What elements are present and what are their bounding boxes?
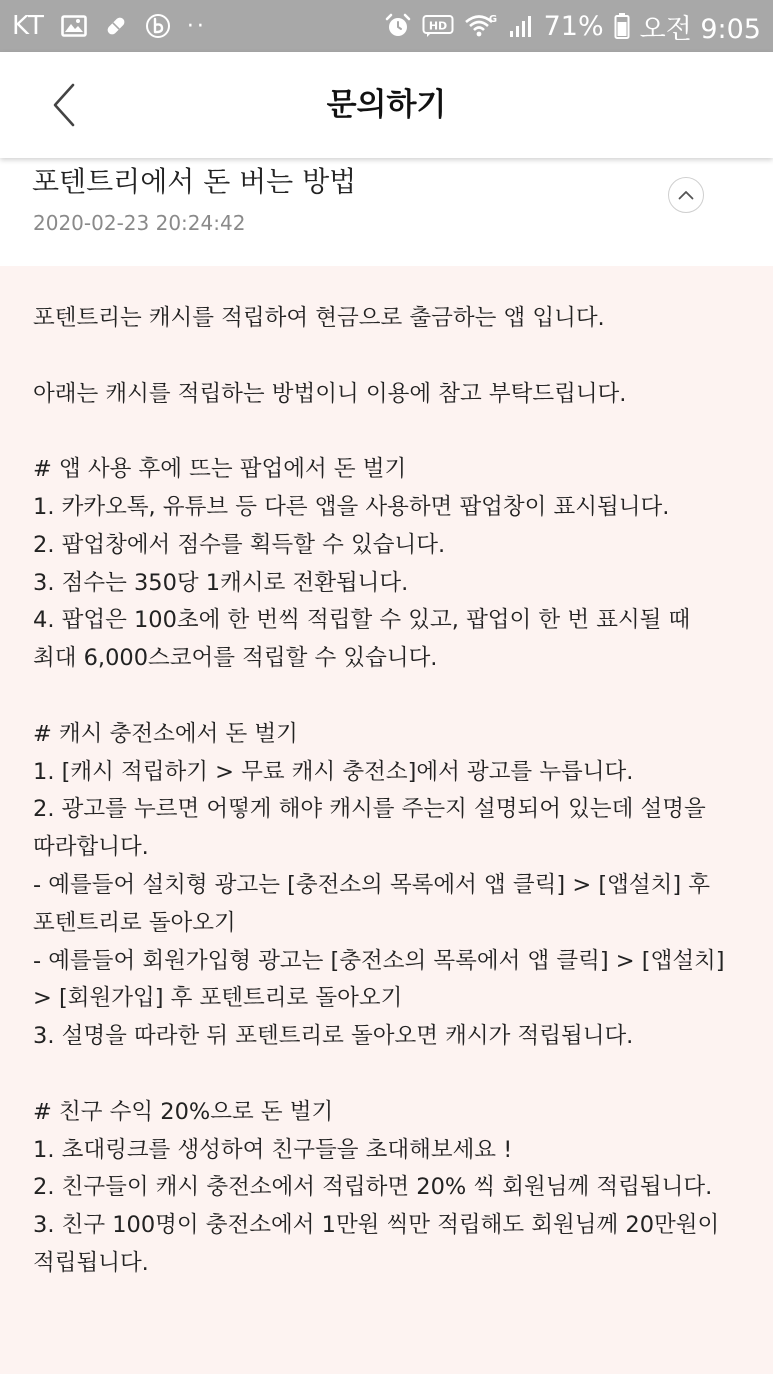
status-bar: [0, 0, 773, 52]
battery-percent: 71%: [543, 10, 604, 42]
answer-spacer: [33, 1056, 748, 1094]
status-right: [384, 7, 761, 46]
signal-icon: [508, 13, 534, 39]
answer-line: 1. 초대링크를 생성하여 친구들을 초대해보세요 !: [33, 1136, 513, 1163]
answer-line: 적립됩니다.: [33, 1249, 149, 1276]
answer-spacer: [33, 678, 748, 716]
answer-line: > [회원가입] 후 포텐트리로 돌아오기: [33, 985, 403, 1012]
section-heading: # 캐시 충전소에서 돈 벌기: [33, 720, 298, 747]
b-app-icon: [145, 13, 171, 39]
wifi-icon: [464, 12, 498, 40]
answer-line: 포텐트리는 캐시를 적립하여 현금으로 출금하는 앱 입니다.: [33, 305, 605, 331]
alarm-icon: [384, 12, 412, 40]
answer-line: 3. 점수는 350당 1캐시로 전환됩니다.: [33, 569, 409, 596]
answer-line: 3. 친구 100명이 충전소에서 1만원 씩만 적립해도 회원님께 20만원이: [33, 1212, 720, 1239]
answer-line: 4. 팝업은 100초에 한 번씩 적립할 수 있고, 팝업이 한 번 표시될 때: [33, 607, 691, 634]
page-title: 문의하기: [326, 87, 447, 123]
answer-line: 1. 카카오톡, 유튜브 등 다른 앱을 사용하면 팝업창이 표시됩니다.: [33, 493, 670, 520]
answer-line: 2. 팝업창에서 점수를 획득할 수 있습니다.: [33, 531, 446, 558]
inquiry-header[interactable]: [0, 158, 773, 266]
answer-body: [33, 300, 748, 1283]
hd-voice-icon: [422, 14, 454, 38]
answer-line: 따라합니다.: [33, 834, 149, 861]
inquiry-title: 포텐트리에서 돈 버는 방법: [32, 165, 357, 198]
answer-spacer: [33, 338, 748, 376]
more-notifications: ··: [186, 13, 207, 39]
answer-line: 1. [캐시 적립하기 > 무료 캐시 충전소]에서 광고를 누릅니다.: [33, 758, 634, 785]
carrier-label: KT: [12, 11, 45, 41]
hd-label: HD: [428, 19, 447, 33]
pill-icon: [103, 13, 129, 39]
network-type-label: G: [488, 14, 497, 25]
answer-line: 2. 친구들이 캐시 충전소에서 적립하면 20% 씩 회원님께 적립됩니다.: [33, 1174, 713, 1201]
answer-line: 아래는 캐시를 적립하는 방법이니 이용에 참고 부탁드립니다.: [33, 380, 627, 407]
answer-spacer: [33, 413, 748, 451]
answer-line: 2. 광고를 누르면 어떻게 해야 캐시를 주는지 설명되어 있는데 설명을: [33, 796, 706, 823]
inquiry-date: 2020-02-23 20:24:42: [33, 211, 246, 235]
chevron-up-icon: [678, 190, 694, 200]
answer-line: 3. 설명을 따라한 뒤 포텐트리로 돌아오면 캐시가 적립됩니다.: [33, 1023, 634, 1050]
gallery-icon: [61, 15, 87, 37]
answer-line: - 예를들어 회원가입형 광고는 [충전소의 목록에서 앱 클릭] > [앱설치]: [33, 947, 725, 974]
answer-line: 최대 6,000스코어를 적립할 수 있습니다.: [33, 645, 438, 672]
section-heading: # 앱 사용 후에 뜨는 팝업에서 돈 벌기: [33, 456, 407, 483]
collapse-button[interactable]: [668, 177, 704, 213]
status-left: [12, 11, 207, 41]
clock: 오전 9:05: [639, 13, 761, 45]
answer-line: 포텐트리로 돌아오기: [33, 909, 236, 936]
app-header: [0, 52, 773, 158]
battery-icon: [614, 12, 630, 40]
section-heading: # 친구 수익 20%으로 돈 벌기: [33, 1098, 334, 1125]
answer-line: - 예를들어 설치형 광고는 [충전소의 목록에서 앱 클릭] > [앱설치] 후: [33, 871, 710, 898]
